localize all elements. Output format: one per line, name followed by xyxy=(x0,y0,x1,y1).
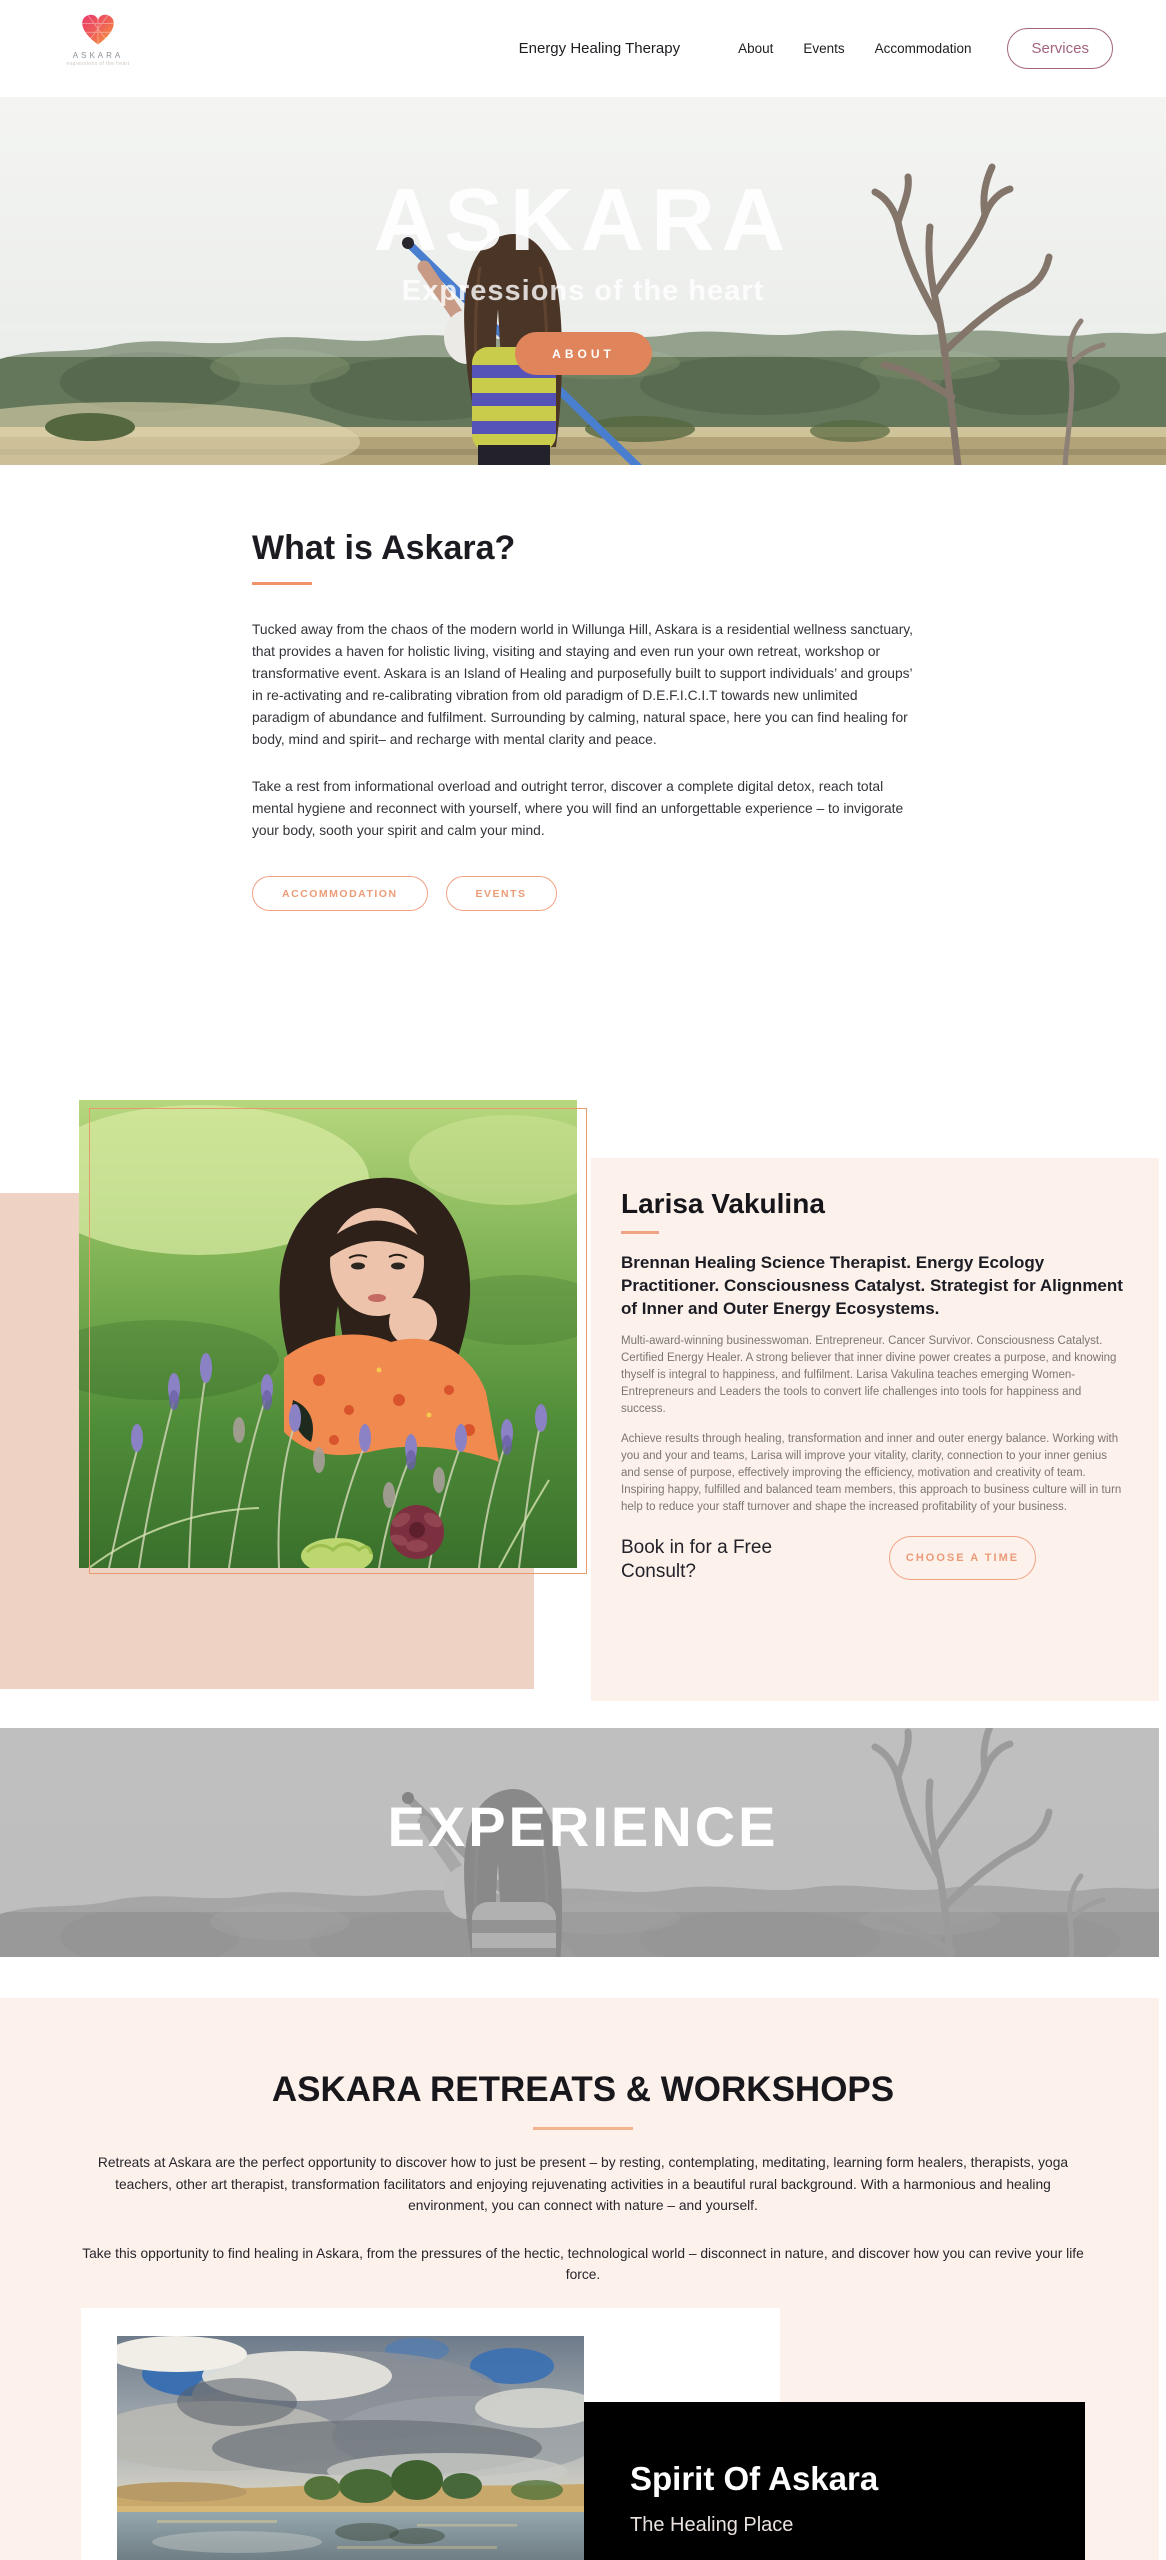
retreats-title: ASKARA RETREATS & WORKSHOPS xyxy=(271,2070,895,2109)
experience-banner xyxy=(0,1728,1166,1957)
larisa-name-title: Larisa Vakulina xyxy=(621,1188,825,1219)
landscape-photo xyxy=(117,2336,584,2560)
what-is-askara-section xyxy=(252,529,914,911)
book-consult-row xyxy=(621,1536,1125,1584)
hero-title: ASKARA xyxy=(373,170,793,269)
section-title: What is Askara? xyxy=(252,529,516,567)
experience-title: EXPERIENCE xyxy=(387,1795,779,1858)
photo-outline-frame xyxy=(89,1108,587,1574)
nav-item-events[interactable]: Events xyxy=(803,41,845,56)
hero-subtitle: Expressions of the heart xyxy=(401,275,765,307)
hero-section xyxy=(0,97,1166,465)
accent-divider xyxy=(533,2127,633,2130)
nav-item-accommodation[interactable]: Accommodation xyxy=(874,41,972,56)
spirit-of-askara-panel xyxy=(584,2402,1085,2560)
accommodation-button[interactable]: ACCOMMODATION xyxy=(252,876,428,911)
larisa-paragraph-2: Achieve results through healing, transformation and inner and outer energy balance. Working with you and your and teams, Larisa will improve your vitality, clarity, connection to your inner genius and sense of purpose, effectively improving the efficiency, motivation and creativity of team. Inspiring happy, fulfilled and balanced team members, this approach to business culture will in turn help to reduce your staff turnover and shape the increased profitability of your business. xyxy=(621,1433,1122,1513)
book-consult-text: Book in for a Free Consult? xyxy=(621,1537,773,1582)
accent-divider xyxy=(621,1231,659,1234)
choose-a-time-button[interactable]: CHOOSE A TIME xyxy=(889,1536,1036,1580)
larisa-bio-panel xyxy=(591,1158,1159,1701)
accent-divider xyxy=(252,582,312,585)
events-button[interactable]: EVENTS xyxy=(446,876,557,911)
nav-item-about[interactable]: About xyxy=(738,41,774,56)
spirit-subtitle: The Healing Place xyxy=(630,2514,794,2536)
nav-item-energy-healing-therapy[interactable]: Energy Healing Therapy xyxy=(518,40,681,57)
site-logo[interactable] xyxy=(60,13,136,67)
larisa-credentials: Brennan Healing Science Therapist. Energy Ecology Practitioner. Consciousness Catalyst. Strategist for Alignment of Inner and Outer Energy Ecosystems. xyxy=(621,1253,1123,1318)
retreats-paragraph-1: Retreats at Askara are the perfect opportunity to discover how to just be present – by resting, contemplating, meditating, learning form healers, therapists, yoga teachers, other art therapist, transformation facilitators and enjoying rejuvenating activities in a beautiful rural background. With a harmonious and healing environment, you can connect with nature – and yourself. xyxy=(97,2155,1069,2213)
services-button[interactable]: Services xyxy=(1007,28,1113,69)
hero-about-button[interactable]: ABOUT xyxy=(515,332,652,375)
right-margin xyxy=(1159,465,1166,2560)
logo-tagline: expressions of the heart xyxy=(66,61,130,67)
main-nav xyxy=(519,0,1113,97)
retreats-paragraph-2: Take this opportunity to find healing in Askara, from the pressures of the hectic, technological world – disconnect in nature, and discover how you can revive your life force. xyxy=(82,2245,1084,2282)
spirit-title: Spirit Of Askara xyxy=(630,2460,879,2497)
heart-logo-icon xyxy=(79,13,117,48)
larisa-paragraph-1: Multi-award-winning businesswoman. Entrepreneur. Cancer Survivor. Consciousness Catalyst. Certified Energy Healer. A strong believer that inner divine power creates a purpose, and knowing thyself is integral to happiness, and fulfilment. Larisa Vakulina teaches emerging Women-Entrepreneurs and Leaders the tools to convert life challenges into tools for happiness and success. xyxy=(621,1335,1117,1415)
about-buttons-row xyxy=(252,876,914,911)
logo-wordmark: ASKARA xyxy=(72,51,124,60)
about-paragraph-2: Take a rest from informational overload and outright terror, discover a complete digital detox, reach total mental hygiene and reconnect with yourself, where you will find an unforgettable experience – to invigorate your body, sooth your spirit and calm your mind. xyxy=(252,779,904,838)
site-header xyxy=(0,0,1166,97)
about-paragraph-1: Tucked away from the chaos of the modern world in Willunga Hill, Askara is a residential wellness sanctuary, that provides a haven for holistic living, visiting and staying and even run your own retreat, workshop or transformative event. Askara is an Island of Healing and purposefully built to support individuals’ and groups’ in re-activating and re-calibrating vibration from old paradigm of D.E.F.I.C.I.T towards new unlimited paradigm of abundance and fulfilment. Surrounding by calming, natural space, here you can find healing for body, mind and spirit– and recharge with mental clarity and peace. xyxy=(252,622,914,747)
